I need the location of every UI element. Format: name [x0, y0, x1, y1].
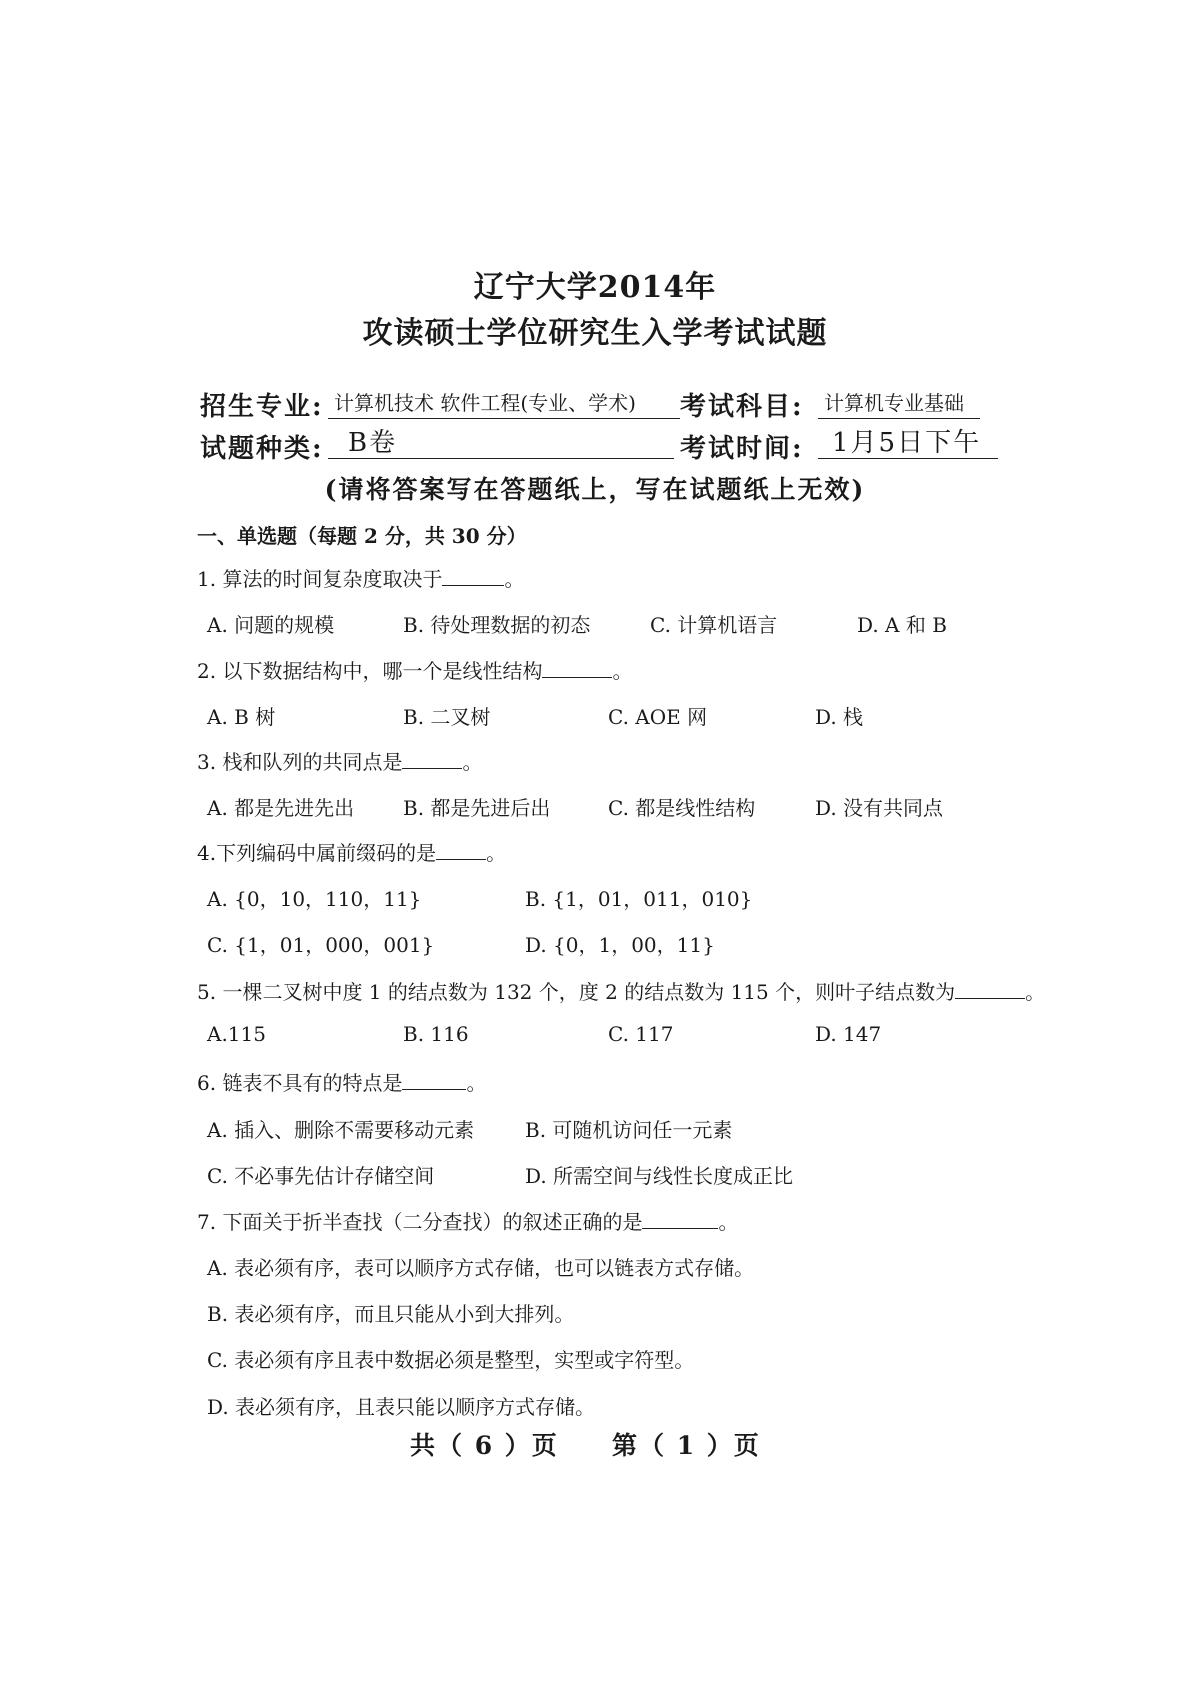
option-d: D. A 和 B	[857, 613, 947, 637]
option-d: D. 表必须有序，且表只能以顺序方式存储。	[207, 1395, 596, 1419]
option-b: B. 二叉树	[403, 705, 491, 729]
section-title: 一、单选题（每题 2 分，共 30 分）	[197, 524, 527, 548]
question-3: 3. 栈和队列的共同点是 。	[197, 750, 483, 774]
option-c: C. 都是线性结构	[608, 796, 756, 820]
option-b: B. 都是先进后出	[403, 796, 551, 820]
option-d: D. 147	[815, 1022, 882, 1046]
time-value: 1月5日下午	[818, 428, 998, 459]
question-4: 4.下列编码中属前缀码的是 。	[197, 841, 507, 865]
question-6: 6. 链表不具有的特点是 。	[197, 1071, 487, 1095]
option-d: D. 所需空间与线性长度成正比	[525, 1164, 794, 1188]
answer-blank	[955, 980, 1025, 999]
paper-type-value: B卷	[328, 428, 674, 459]
question-5: 5. 一棵二叉树中度 1 的结点数为 132 个，度 2 的结点数为 115 个，则叶子结点数为 。	[197, 980, 1046, 1004]
option-a: A. 问题的规模	[207, 613, 335, 637]
option-c: C. 表必须有序且表中数据必须是整型，实型或字符型。	[207, 1348, 695, 1372]
major-label: 招生专业:	[200, 392, 324, 422]
meta-row-major	[200, 386, 980, 426]
page-current: 第（ 1 ）页	[612, 1431, 761, 1460]
time-label: 考试时间:	[680, 434, 804, 464]
option-a: A. 表必须有序，表可以顺序方式存储，也可以链表方式存储。	[207, 1256, 755, 1280]
option-c: C. {1，01，000，001}	[207, 933, 435, 957]
question-stem: 2. 以下数据结构中，哪一个是线性结构	[197, 659, 543, 683]
option-c: C. 计算机语言	[650, 613, 778, 637]
option-b: B. 待处理数据的初态	[403, 613, 591, 637]
question-stem: 1. 算法的时间复杂度取决于	[197, 567, 443, 591]
option-a: A.115	[207, 1022, 266, 1046]
option-c: C. 不必事先估计存储空间	[207, 1164, 435, 1188]
paper-type-label: 试题种类:	[200, 434, 324, 464]
major-value: 计算机技术 软件工程(专业、学术)	[328, 388, 680, 419]
option-c: C. AOE 网	[608, 705, 708, 729]
option-a: A. B 树	[207, 705, 276, 729]
answer-blank	[642, 1210, 718, 1229]
answer-blank	[442, 567, 504, 586]
question-stem: 5. 一棵二叉树中度 1 的结点数为 132 个，度 2 的结点数为 115 个，则叶子结点数为	[197, 980, 956, 1004]
answer-blank	[402, 1071, 466, 1090]
question-7: 7. 下面关于折半查找（二分查找）的叙述正确的是 。	[197, 1210, 739, 1234]
option-b: B. 表必须有序，而且只能从小到大排列。	[207, 1302, 575, 1326]
exam-title-line1: 辽宁大学2014年	[473, 270, 717, 305]
option-a: A. 插入、删除不需要移动元素	[207, 1118, 475, 1142]
option-b: B. 116	[403, 1022, 469, 1046]
option-a: A. {0，10，110，11}	[207, 887, 422, 911]
question-stem: 6. 链表不具有的特点是	[197, 1071, 403, 1095]
question-stem: 3. 栈和队列的共同点是	[197, 750, 403, 774]
option-d: D. {0，1，00，11}	[525, 933, 715, 957]
option-d: D. 栈	[815, 705, 864, 729]
answer-blank	[402, 750, 462, 769]
subject-label: 考试科目:	[680, 392, 804, 422]
question-2: 2. 以下数据结构中，哪一个是线性结构 。	[197, 659, 633, 683]
option-a: A. 都是先进先出	[207, 796, 355, 820]
answer-blank	[436, 841, 486, 860]
option-b: B. {1，01，011，010}	[525, 887, 753, 911]
answer-note: (请将答案写在答题纸上，写在试题纸上无效)	[324, 475, 866, 504]
question-1: 1. 算法的时间复杂度取决于 。	[197, 567, 525, 591]
subject-value: 计算机专业基础	[818, 388, 980, 419]
answer-blank	[542, 659, 612, 678]
meta-row-type	[200, 428, 980, 468]
option-d: D. 没有共同点	[815, 796, 944, 820]
option-c: C. 117	[608, 1022, 674, 1046]
question-stem: 4.下列编码中属前缀码的是	[197, 841, 437, 865]
page-total: 共（ 6 ）页	[410, 1431, 559, 1460]
question-stem: 7. 下面关于折半查找（二分查找）的叙述正确的是	[197, 1210, 643, 1234]
exam-title-line2: 攻读硕士学位研究生入学考试试题	[362, 316, 828, 351]
option-b: B. 可随机访问任一元素	[525, 1118, 733, 1142]
